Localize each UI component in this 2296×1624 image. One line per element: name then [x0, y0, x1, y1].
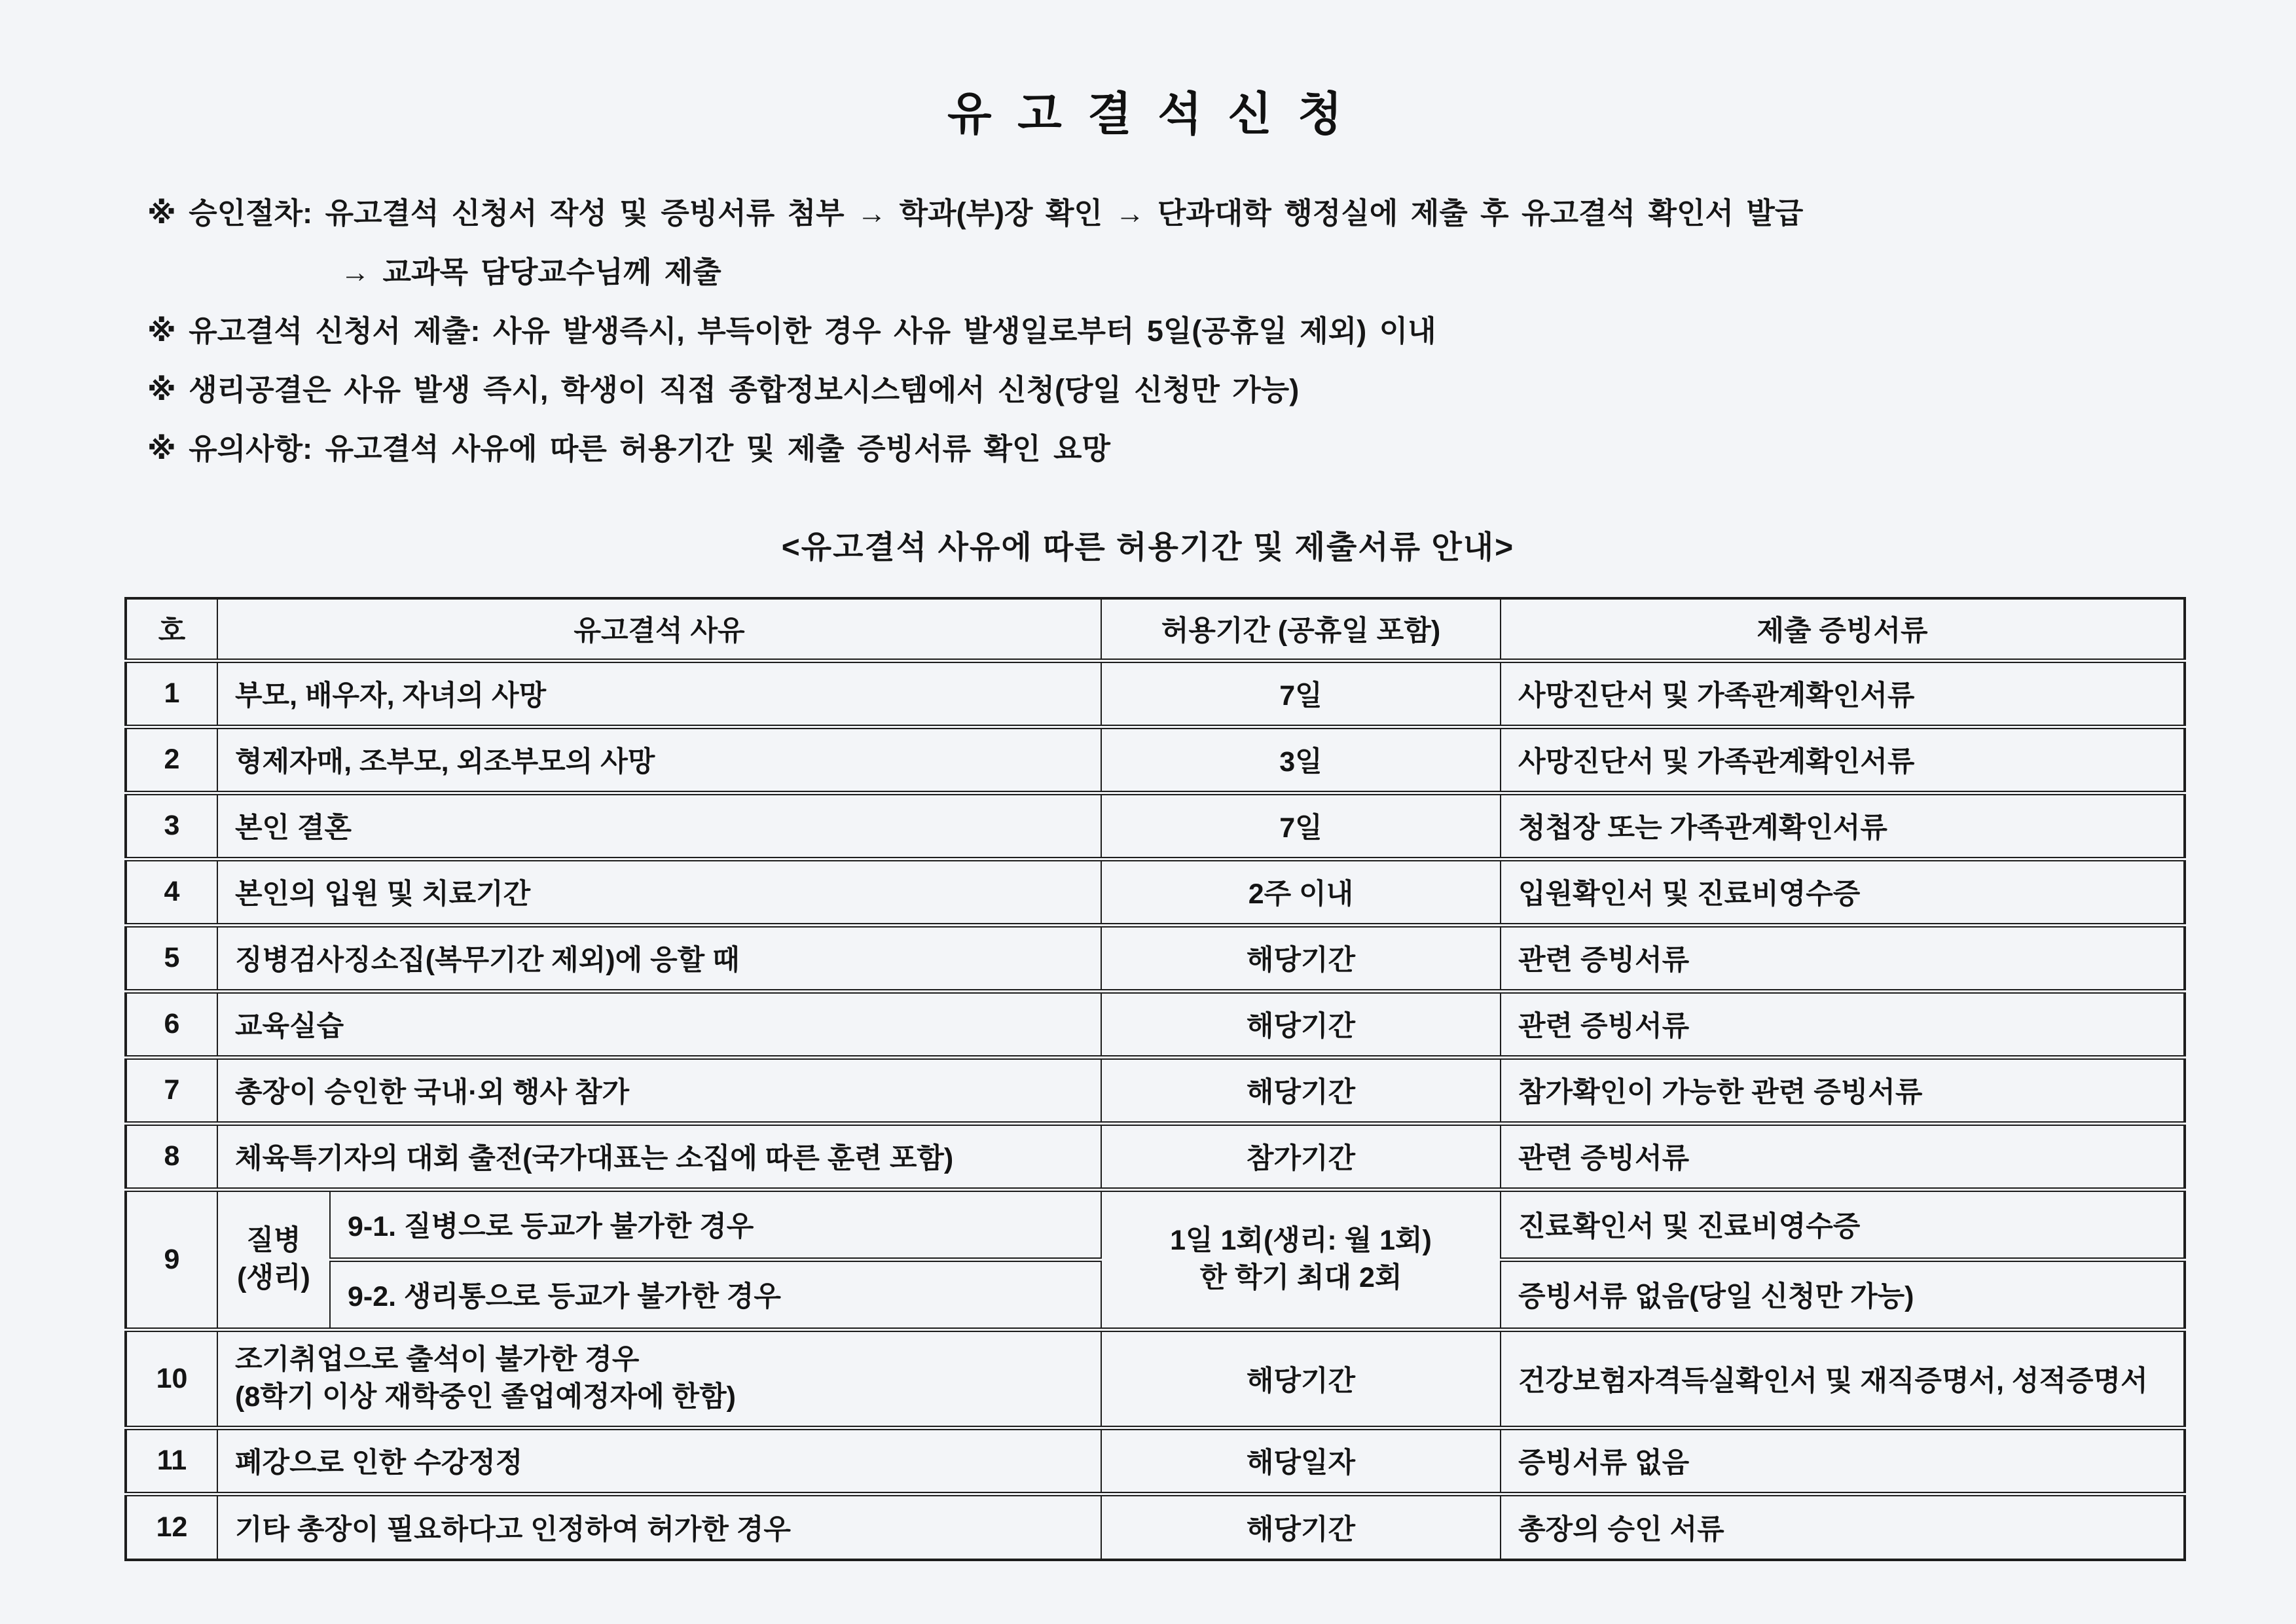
reason-cell: 9-2. 생리통으로 등교가 불가한 경우 — [330, 1259, 1101, 1329]
reason-cell: 체육특기자의 대회 출전(국가대표는 소집에 따른 훈련 포함) — [217, 1123, 1101, 1189]
row-number-cell: 7 — [126, 1057, 217, 1123]
period-cell — [1101, 1189, 1501, 1329]
row-number-cell: 5 — [126, 925, 217, 991]
docs-cell: 총장의 승인 서류 — [1501, 1494, 2185, 1560]
docs-cell: 참가확인이 가능한 관련 증빙서류 — [1501, 1057, 2185, 1123]
reason-cell — [217, 1329, 1101, 1428]
reason-cell: 본인의 입원 및 치료기간 — [217, 859, 1101, 925]
table-row-10 — [126, 1329, 2185, 1428]
reason-cell: 교육실습 — [217, 991, 1101, 1057]
period-cell: 해당기간 — [1101, 1057, 1501, 1123]
table-row-12 — [126, 1494, 2185, 1560]
period-cell: 참가기간 — [1101, 1123, 1501, 1189]
note-menstrual-absence: ※ 생리공결은 사유 발생 즉시, 학생이 직접 종합정보시스템에서 신청(당일 신청만 가능) — [147, 373, 1300, 406]
note-caution: ※ 유의사항: 유고결석 사유에 따른 허용기간 및 제출 증빙서류 확인 요망 — [147, 432, 1110, 465]
col-header-docs: 제출 증빙서류 — [1501, 598, 2185, 660]
reason-cell: 기타 총장이 필요하다고 인정하여 허가한 경우 — [217, 1494, 1101, 1560]
period-cell: 해당일자 — [1101, 1428, 1501, 1494]
table-row-9-sub-1 — [126, 1189, 2185, 1259]
col-header-reason: 유고결석 사유 — [217, 598, 1101, 660]
row-number-cell: 12 — [126, 1494, 217, 1560]
illness-group-label-line2: (생리) — [237, 1262, 310, 1293]
period-cell: 7일 — [1101, 660, 1501, 727]
docs-cell: 관련 증빙서류 — [1501, 925, 2185, 991]
row-number-cell: 10 — [126, 1329, 217, 1428]
row-number-cell: 6 — [126, 991, 217, 1057]
docs-cell: 증빙서류 없음 — [1501, 1428, 2185, 1494]
reason-cell: 부모, 배우자, 자녀의 사망 — [217, 660, 1101, 727]
docs-cell: 관련 증빙서류 — [1501, 991, 2185, 1057]
docs-cell: 증빙서류 없음(당일 신청만 가능) — [1501, 1259, 2185, 1329]
page-title: 유 고 결 석 신 청 — [947, 88, 1349, 139]
reason-line1: 조기취업으로 출석이 불가한 경우 — [235, 1344, 640, 1376]
docs-cell: 사망진단서 및 가족관계확인서류 — [1501, 660, 2185, 727]
table-header-row — [126, 598, 2185, 660]
period-cell: 7일 — [1101, 793, 1501, 859]
notes-section — [147, 184, 2231, 478]
reason-cell: 폐강으로 인한 수강정정 — [217, 1428, 1101, 1494]
period-line1: 1일 1회(생리: 월 1회) — [1170, 1225, 1432, 1257]
reason-cell: 본인 결혼 — [217, 793, 1101, 859]
note-approval-procedure: ※ 승인절차: 유고결석 신청서 작성 및 증빙서류 첨부 → 학과(부)장 확인 → 단과대학 행정실에 제출 후 유고결석 확인서 발급 — [147, 196, 1804, 230]
row-number-cell: 4 — [126, 859, 217, 925]
period-cell: 2주 이내 — [1101, 859, 1501, 925]
period-cell: 해당기간 — [1101, 1329, 1501, 1428]
reason-line2: (8학기 이상 재학중인 졸업예정자에 한함) — [235, 1381, 736, 1413]
reason-cell: 형제자매, 조부모, 외조부모의 사망 — [217, 727, 1101, 793]
period-line2: 한 학기 최대 2회 — [1199, 1262, 1402, 1293]
docs-cell: 사망진단서 및 가족관계확인서류 — [1501, 727, 2185, 793]
docs-cell: 청첩장 또는 가족관계확인서류 — [1501, 793, 2185, 859]
table-row-2 — [126, 727, 2185, 793]
table-row-7 — [126, 1057, 2185, 1123]
docs-cell: 진료확인서 및 진료비영수증 — [1501, 1189, 2185, 1259]
note-approval-procedure-continuation: → 교과목 담당교수님께 제출 — [340, 255, 721, 289]
reason-cell: 총장이 승인한 국내·외 행사 참가 — [217, 1057, 1101, 1123]
col-header-period: 허용기간 (공휴일 포함) — [1101, 598, 1501, 660]
table-row-11 — [126, 1428, 2185, 1494]
row-number-cell: 1 — [126, 660, 217, 727]
table-row-8 — [126, 1123, 2185, 1189]
illness-group-label — [217, 1189, 330, 1329]
docs-cell: 입원확인서 및 진료비영수증 — [1501, 859, 2185, 925]
table-row-6 — [126, 991, 2185, 1057]
illness-group-label-line1: 질병 — [246, 1225, 301, 1257]
table-row-4 — [126, 859, 2185, 925]
note-submission-deadline: ※ 유고결석 신청서 제출: 사유 발생즉시, 부득이한 경우 사유 발생일로부터 5일(공휴일 제외) 이내 — [147, 314, 1436, 348]
table-row-5 — [126, 925, 2185, 991]
period-cell: 3일 — [1101, 727, 1501, 793]
table-row-3 — [126, 793, 2185, 859]
row-number-cell: 9 — [126, 1189, 217, 1329]
row-number-cell: 2 — [126, 727, 217, 793]
row-number-cell: 8 — [126, 1123, 217, 1189]
table-row-1 — [126, 660, 2185, 727]
reason-cell: 9-1. 질병으로 등교가 불가한 경우 — [330, 1189, 1101, 1259]
period-cell: 해당기간 — [1101, 925, 1501, 991]
period-cell: 해당기간 — [1101, 991, 1501, 1057]
reason-cell: 징병검사징소집(복무기간 제외)에 응할 때 — [217, 925, 1101, 991]
row-number-cell: 3 — [126, 793, 217, 859]
period-cell: 해당기간 — [1101, 1494, 1501, 1560]
row-number-cell: 11 — [126, 1428, 217, 1494]
docs-cell: 관련 증빙서류 — [1501, 1123, 2185, 1189]
table-caption: <유고결석 사유에 따른 허용기간 및 제출서류 안내> — [781, 530, 1515, 565]
col-header-no: 호 — [126, 598, 217, 660]
absence-table — [124, 597, 2186, 1561]
docs-cell: 건강보험자격득실확인서 및 재직증명서, 성적증명서 — [1501, 1329, 2185, 1428]
